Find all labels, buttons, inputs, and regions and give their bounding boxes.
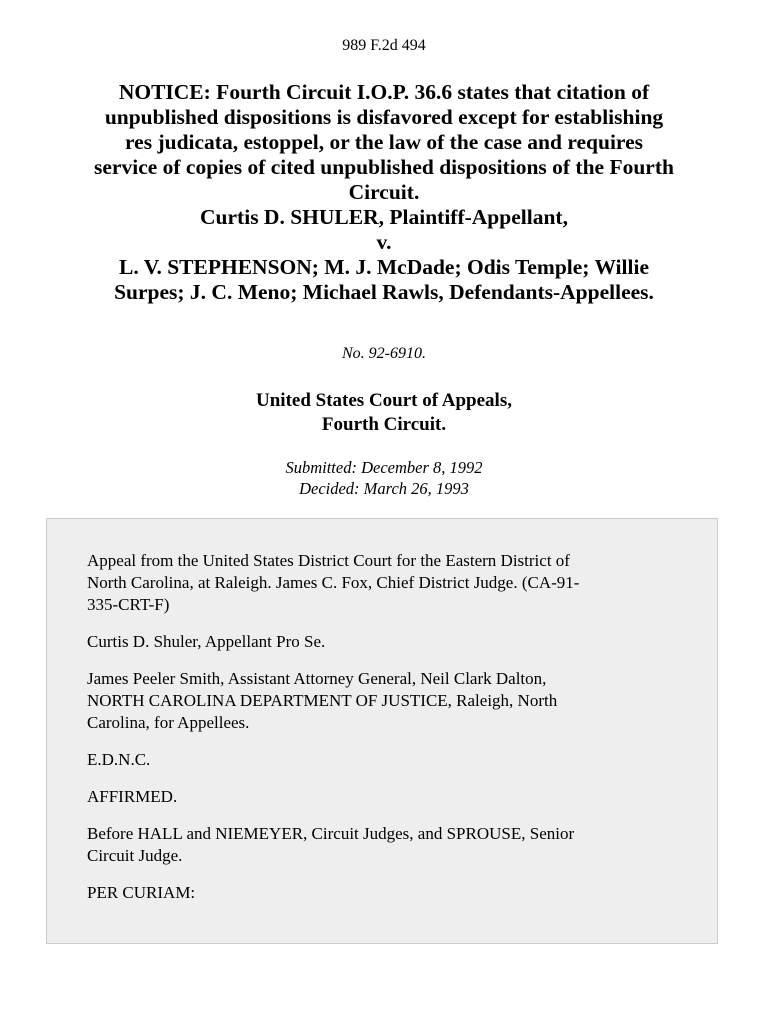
case-details-box: [46, 518, 718, 944]
case-citation: 989 F.2d 494: [342, 37, 426, 54]
docket-number: No. 92-6910.: [342, 345, 426, 362]
versus-line: v.: [376, 230, 392, 254]
disposition: AFFIRMED.: [87, 787, 178, 806]
appeal-paragraph: [87, 550, 677, 616]
appeal-line: North Carolina, at Raleigh. James C. Fox, Chief District Judge. (CA-91-: [87, 573, 580, 592]
defendants-line: L. V. STEPHENSON; M. J. McDade; Odis Temple; Willie: [119, 255, 649, 279]
notice-line: NOTICE: Fourth Circuit I.O.P. 36.6 states that citation of: [118, 80, 650, 104]
defendants-line: Surpes; J. C. Meno; Michael Rawls, Defendants-Appellees.: [114, 280, 654, 304]
district-code: E.D.N.C.: [87, 750, 151, 769]
appeal-line: Appeal from the United States District Court for the Eastern District of: [87, 551, 570, 570]
panel-line: Circuit Judge.: [87, 846, 183, 865]
notice-line: res judicata, estoppel, or the law of the case and requires: [125, 130, 643, 154]
case-heading: [40, 80, 728, 305]
panel-line: Before HALL and NIEMEYER, Circuit Judges, and SPROUSE, Senior: [87, 824, 575, 843]
submitted-date: Submitted: December 8, 1992: [285, 458, 483, 477]
opinion-heading: PER CURIAM:: [87, 883, 196, 902]
case-details: [87, 550, 677, 919]
appellee-counsel-line: NORTH CAROLINA DEPARTMENT OF JUSTICE, Raleigh, North: [87, 691, 558, 710]
notice-line: Circuit.: [348, 180, 420, 204]
notice-line: service of copies of cited unpublished dispositions of the Fourth: [94, 155, 674, 179]
panel-paragraph: [87, 823, 677, 867]
appeal-line: 335-CRT-F): [87, 595, 170, 614]
appellee-counsel-line: James Peeler Smith, Assistant Attorney General, Neil Clark Dalton,: [87, 669, 547, 688]
court-name: [0, 389, 768, 437]
appellee-counsel: [87, 668, 677, 734]
plaintiff-line: Curtis D. SHULER, Plaintiff-Appellant,: [200, 205, 568, 229]
case-dates: [0, 457, 768, 499]
appellee-counsel-line: Carolina, for Appellees.: [87, 713, 250, 732]
appellant-counsel: Curtis D. Shuler, Appellant Pro Se.: [87, 632, 326, 651]
notice-line: unpublished dispositions is disfavored except for establishing: [104, 105, 664, 129]
decided-date: Decided: March 26, 1993: [299, 479, 469, 498]
court-line: United States Court of Appeals,: [256, 390, 512, 411]
court-line: Fourth Circuit.: [321, 414, 447, 435]
